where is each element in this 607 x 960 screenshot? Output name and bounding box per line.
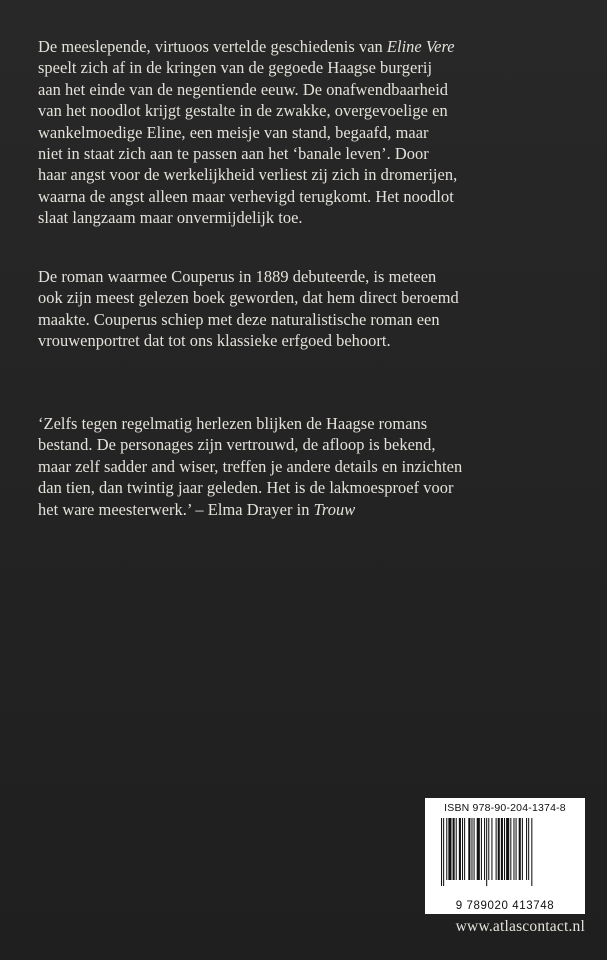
isbn-barcode bbox=[425, 798, 585, 914]
barcode-bar bbox=[481, 818, 482, 880]
synopsis-line: waarna de angst alleen maar verhevigd terugkomt. Het noodlot bbox=[38, 186, 454, 206]
synopsis-line: slaat langzaam maar onvermijdelijk toe. bbox=[38, 208, 303, 228]
publisher-website: www.atlascontact.nl bbox=[455, 918, 585, 935]
synopsis-paragraph bbox=[38, 36, 578, 229]
barcode-bar bbox=[486, 818, 487, 886]
synopsis-line: aan het einde van de negentiende eeuw. De onafwendbaarheid bbox=[38, 79, 449, 99]
quote-line: ‘Zelfs tegen regelmatig herlezen blijken de Haagse romans bbox=[38, 414, 428, 433]
barcode-bar bbox=[526, 818, 527, 880]
quote-attribution: het ware meesterwerk.’ – Elma Drayer in bbox=[38, 499, 314, 519]
barcode-bar bbox=[488, 818, 489, 880]
barcode-bar bbox=[453, 818, 455, 880]
barcode-bar bbox=[484, 818, 485, 880]
barcode-bar bbox=[506, 818, 509, 880]
barcode-bar bbox=[510, 818, 511, 880]
synopsis-line: haar angst voor de werkelijkheid verliest zij zich in dromerijen, bbox=[38, 165, 458, 185]
barcode-bar bbox=[448, 818, 451, 880]
barcode-bar bbox=[462, 818, 463, 880]
barcode-bar bbox=[474, 818, 475, 880]
synopsis-text: De meeslepende, virtuoos vertelde geschiedenis van bbox=[38, 37, 387, 56]
quote-source-italic: Trouw bbox=[313, 499, 356, 519]
context-line: vrouwenportret dat tot ons klassieke erfgoed behoort. bbox=[38, 331, 391, 351]
barcode-bar bbox=[443, 818, 444, 886]
barcode-bar bbox=[519, 818, 521, 880]
barcode-bar bbox=[468, 818, 470, 880]
barcode-bar bbox=[522, 818, 523, 880]
context-line: maakte. Couperus schiep met deze naturalistische roman een bbox=[38, 309, 440, 329]
barcode-bars bbox=[439, 818, 579, 898]
barcode-bar bbox=[441, 818, 442, 886]
barcode-bar bbox=[531, 818, 532, 886]
context-line: ook zijn meest gelezen boek geworden, dat hem direct beroemd bbox=[38, 288, 459, 308]
barcode-digits: 9 789020 413748 bbox=[455, 900, 555, 912]
synopsis-line: niet in staat zich aan te passen aan het ‘banale leven’. Door bbox=[38, 144, 429, 164]
barcode-bar bbox=[496, 818, 497, 880]
synopsis-line: speelt zich af in de kringen van de gegoede Haagse burgerij bbox=[38, 58, 433, 78]
synopsis-line: wankelmoedige Eline, een meisje van stand, begaafd, maar bbox=[38, 122, 429, 142]
barcode-bar bbox=[491, 818, 492, 880]
barcode-bar bbox=[456, 818, 457, 880]
book-title-italic: Eline Vere bbox=[386, 37, 455, 56]
barcode-bar bbox=[516, 818, 517, 880]
quote-line: maar zelf sadder and wiser, treffen je andere details en inzichten bbox=[38, 456, 463, 476]
isbn-label: ISBN 978-90-204-1374-8 bbox=[444, 802, 566, 814]
synopsis-line bbox=[38, 36, 578, 57]
quote-line: bestand. De personages zijn vertrouwd, de afloop is bekend, bbox=[38, 435, 436, 455]
context-paragraph bbox=[38, 266, 578, 352]
quote-line: dan tien, dan twintig jaar geleden. Het is de lakmoesproef voor bbox=[38, 478, 454, 498]
barcode-bar bbox=[446, 818, 447, 880]
barcode-bar bbox=[504, 818, 505, 880]
barcode-bar bbox=[501, 818, 503, 880]
barcode-bar bbox=[477, 818, 480, 880]
quote-line bbox=[38, 499, 578, 520]
synopsis-line: van het noodlot krijgt gestalte in de zwakke, overgevoelige en bbox=[38, 101, 448, 121]
barcode-bar bbox=[513, 818, 514, 880]
barcode-bar bbox=[498, 818, 500, 880]
barcode-bar bbox=[459, 818, 461, 880]
context-line: De roman waarmee Couperus in 1889 debuteerde, is meteen bbox=[38, 267, 437, 286]
barcode-bar bbox=[464, 818, 465, 880]
review-quote bbox=[38, 413, 578, 520]
barcode-bar bbox=[528, 818, 529, 880]
barcode-bar bbox=[471, 818, 472, 880]
